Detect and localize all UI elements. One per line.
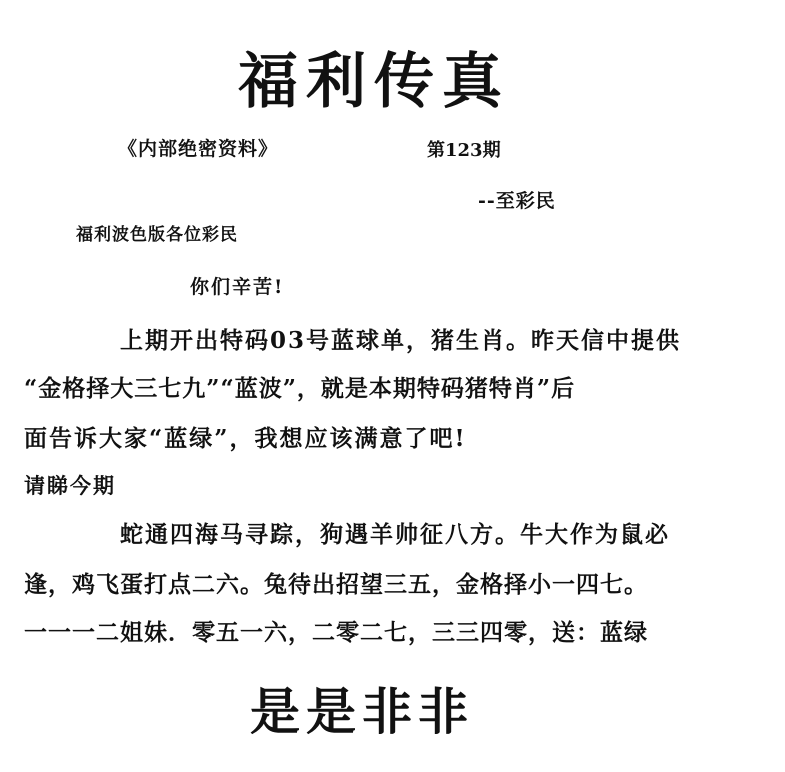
body-line: 逢，鸡飞蛋打点二六。兔待出招望三五，金格择小一四七。 bbox=[24, 571, 648, 598]
body-line: 面告诉大家“蓝绿”，我想应该满意了吧! bbox=[24, 425, 467, 452]
document-subtitle: 《内部绝密资料》 bbox=[118, 138, 279, 160]
issue-number: 第123期 bbox=[427, 140, 501, 161]
page-title: 福利传真 bbox=[238, 47, 510, 117]
footer-slogan: 是是非非 bbox=[250, 682, 474, 741]
greeting: 你们辛苦! bbox=[190, 276, 285, 298]
body-line: 请睇今期 bbox=[24, 473, 116, 498]
body-line: 蛇通四海马寻踪，狗遇羊帅征八方。牛大作为鼠必 bbox=[120, 521, 670, 548]
author-line: --至彩民 bbox=[478, 190, 556, 212]
intro-line: 福利波色版各位彩民 bbox=[76, 225, 238, 245]
body-line: 一一一二姐妹．零五一六，二零二七，三三四零，送：蓝绿 bbox=[24, 619, 648, 646]
body-line: “金格择大三七九”“蓝波”，就是本期特码猪特肖”后 bbox=[24, 375, 576, 402]
body-line: 上期开出特码03号蓝球单，猪生肖。昨天信中提供 bbox=[120, 327, 682, 354]
